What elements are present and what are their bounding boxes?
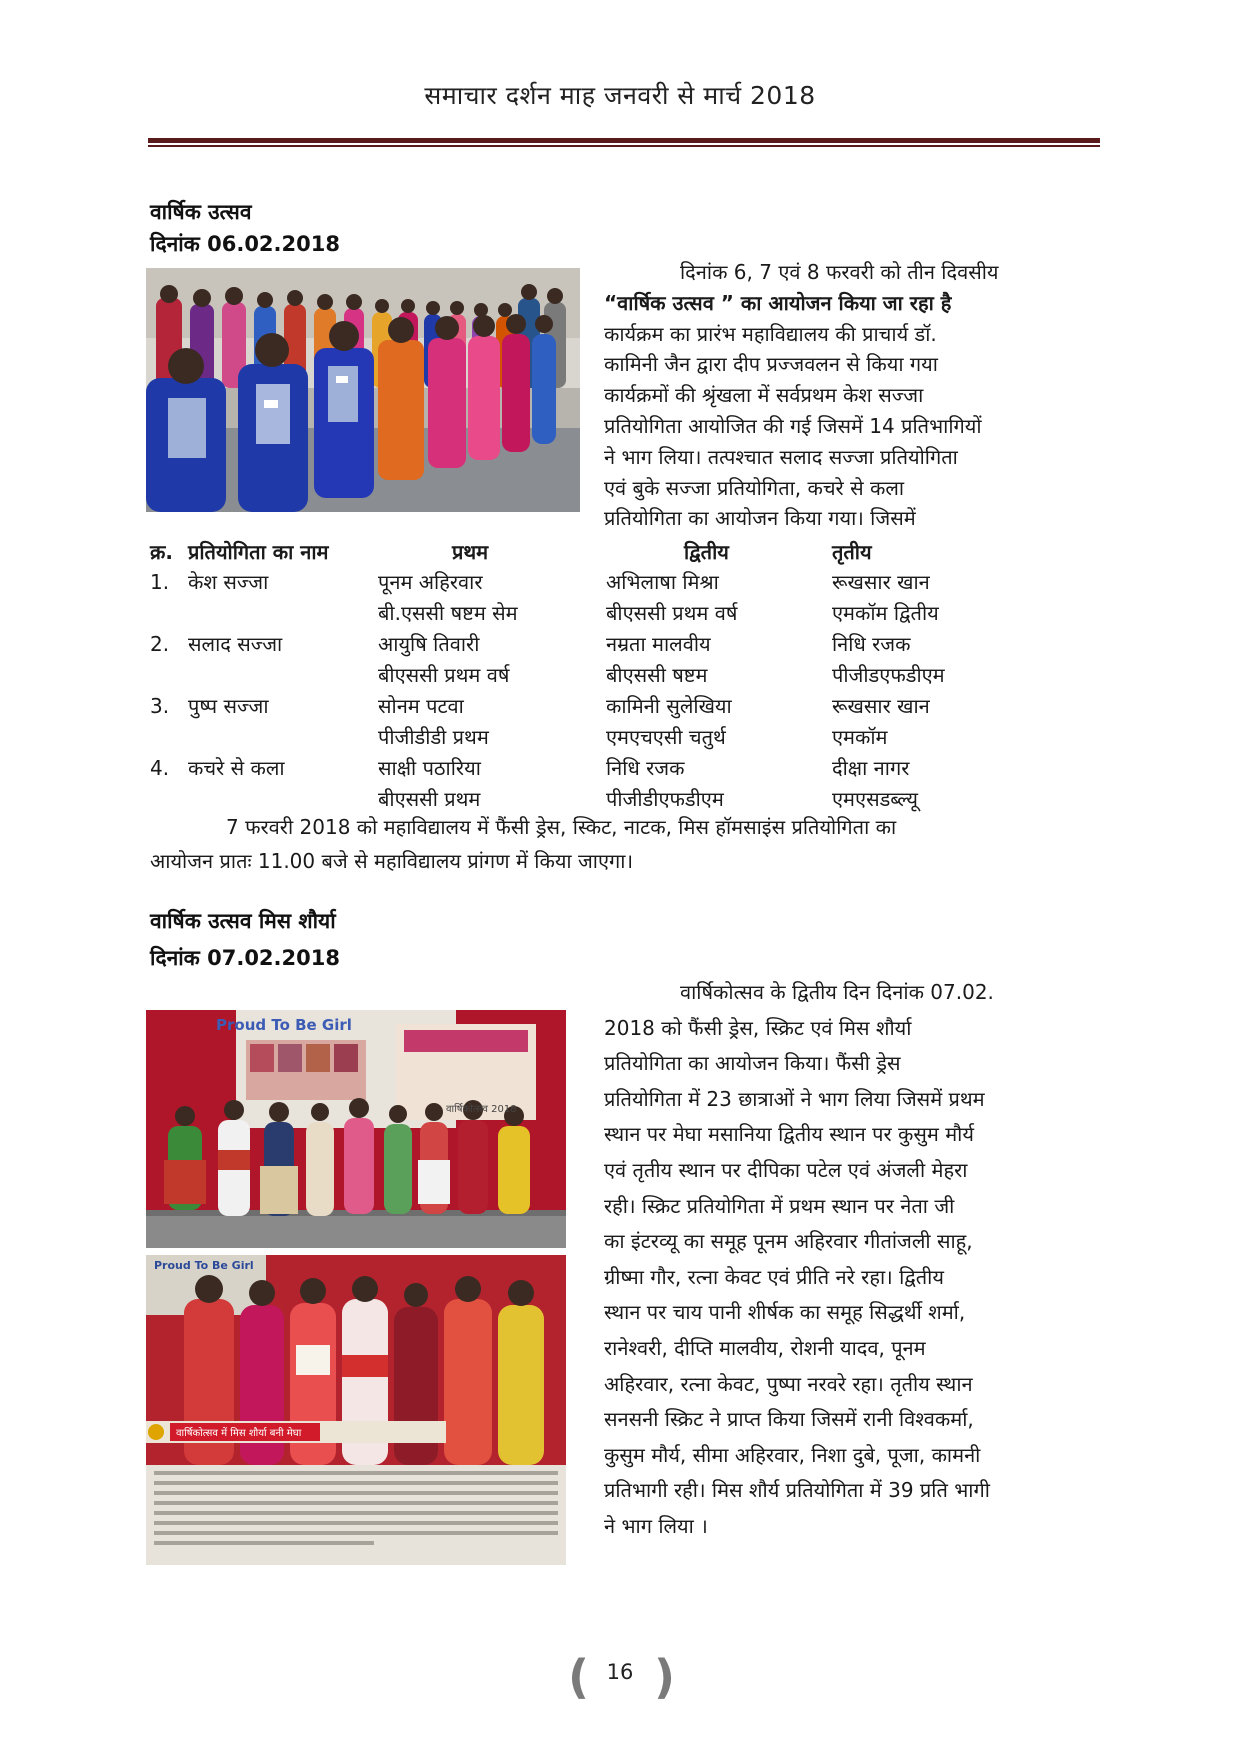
intro-line: कार्यक्रमों की श्रृंखला में सर्वप्रथम केश सज्जा	[604, 383, 924, 408]
table-row	[150, 752, 1032, 783]
cell-first: बीएससी प्रथम वर्ष	[378, 663, 510, 687]
para-line: रानेश्वरी, दीप्ति मालवीय, रोशनी यादव, पूनम	[604, 1335, 926, 1360]
header-first: प्रथम	[452, 539, 489, 564]
header-second: द्वितीय	[684, 539, 729, 564]
intro-line: कामिनी जैन द्वारा दीप प्रज्जवलन से किया गया	[604, 352, 938, 377]
cell-first: बीएससी प्रथम	[378, 787, 481, 811]
page-header-title: समाचार दर्शन माह जनवरी से मार्च 2018	[424, 81, 816, 110]
para-line: वार्षिकोत्सव के द्वितीय दिन दिनांक 07.02.	[680, 980, 994, 1004]
cell-third: एमकॉम	[832, 725, 888, 749]
cell-second: निधि रजक	[606, 756, 685, 780]
cell-serial: 4.	[150, 755, 170, 780]
table-row	[150, 783, 1032, 814]
table-row	[150, 628, 1032, 659]
header-competition: प्रतियोगिता का नाम	[188, 539, 329, 564]
cell-serial: 1.	[150, 569, 170, 594]
table-row	[150, 690, 1032, 721]
section2-title: वार्षिक उत्सव मिस शौर्या	[150, 909, 336, 933]
photo1-banner: Proud To Be Girl	[216, 1016, 352, 1034]
cell-third: दीक्षा नागर	[832, 756, 910, 780]
para-line: प्रतियोगिता में 23 छात्राओं ने भाग लिया जिसमें प्रथम	[604, 1086, 985, 1111]
cell-serial	[150, 659, 188, 690]
cell-second: बीएससी षष्टम	[606, 663, 708, 687]
cell-serial	[150, 721, 188, 752]
cell-serial	[150, 597, 188, 628]
cell-competition	[188, 783, 378, 814]
section2-paragraph	[604, 975, 1098, 1545]
photo2-caption: वार्षिकोत्सव में मिस शौर्या बनी मेघा	[176, 1428, 302, 1439]
cell-first: पीजीडीडी प्रथम	[378, 725, 489, 749]
para-line: 2018 को फैंसी ड्रेस, स्क्रिट एवं मिस शौर्या	[604, 1015, 912, 1040]
para-line: रही। स्क्रिट प्रतियोगिता में प्रथम स्थान पर नेता जी	[604, 1193, 955, 1218]
cell-first: बी.एससी षष्टम सेम	[378, 601, 518, 625]
cell-competition	[188, 659, 378, 690]
header-rule	[148, 138, 1100, 143]
cell-second: बीएससी प्रथम वर्ष	[606, 601, 738, 625]
cell-first: पूनम अहिरवार	[378, 570, 483, 594]
section1-closing-line2: आयोजन प्रातः 11.00 बजे से महाविद्यालय प्रांगण में किया जाएगा।	[150, 849, 634, 873]
intro-line: प्रतियोगिता का आयोजन किया गया। जिसमें	[604, 506, 916, 531]
para-line: का इंटरव्यू का समूह पूनम अहिरवार गीतांजली साहू,	[604, 1229, 973, 1254]
footer-right-bracket: )	[654, 1650, 676, 1704]
cell-third: एमएसडब्ल्यू	[832, 787, 918, 811]
intro-line: ने भाग लिया। तत्पश्चात सलाद सज्जा प्रतियोगिता	[604, 444, 958, 469]
cell-second: नम्रता मालवीय	[606, 632, 711, 656]
cell-competition: सलाद सज्जा	[188, 632, 283, 656]
cell-second: एमएचएसी चतुर्थ	[606, 725, 726, 749]
para-line: स्थान पर चाय पानी शीर्षक का समूह सिद्धर्थी शर्मा,	[604, 1300, 966, 1325]
cell-second: पीजीडीएफडीएम	[606, 787, 724, 811]
para-line: सनसनी स्क्रिट ने प्राप्त किया जिसमें रानी विश्वकर्मा,	[604, 1407, 974, 1432]
cell-second: कामिनी सुलेखिया	[606, 694, 732, 718]
cell-third: रूखसार खान	[832, 570, 930, 594]
cell-competition	[188, 597, 378, 628]
section2-date: दिनांक 07.02.2018	[150, 946, 340, 970]
section1-closing-line1: 7 फरवरी 2018 को महाविद्यालय में फैंसी ड्रेस, स्किट, नाटक, मिस हॉमसाइंस प्रतियोगिता का	[226, 815, 897, 839]
table-row	[150, 566, 1032, 597]
cell-third: एमकॉम द्वितीय	[832, 601, 939, 625]
header-rule-thin	[148, 145, 1100, 147]
table-row	[150, 597, 1032, 628]
photo-participants-seated	[146, 268, 580, 512]
intro-line: “वार्षिक उत्सव ” का आयोजन किया जा रहा है	[604, 290, 952, 315]
results-table	[150, 536, 1032, 814]
para-line: कुसुम मौर्य, सीमा अहिरवार, निशा दुबे, पूजा, कामनी	[604, 1442, 981, 1467]
cell-competition: केश सज्जा	[188, 570, 269, 594]
cell-first: साक्षी पठारिया	[378, 756, 481, 780]
intro-line: कार्यक्रम का प्रारंभ महाविद्यालय की प्राचार्य डॉ.	[604, 321, 937, 346]
cell-competition: पुष्प सज्जा	[188, 694, 269, 718]
intro-line: दिनांक 6, 7 एवं 8 फरवरी को तीन दिवसीय	[680, 260, 999, 284]
para-line: अहिरवार, रत्ना केवट, पुष्पा नरवरे रहा। तृतीय स्थान	[604, 1371, 973, 1396]
footer-left-bracket: (	[568, 1650, 590, 1704]
cell-competition	[188, 721, 378, 752]
cell-first: आयुषि तिवारी	[378, 632, 480, 656]
cell-competition: कचरे से कला	[188, 756, 285, 780]
cell-third: पीजीडएफडीएम	[832, 663, 945, 687]
photo-stage-fancy-dress	[146, 1010, 566, 1248]
table-row	[150, 659, 1032, 690]
para-line: प्रतियोगिता का आयोजन किया। फैंसी ड्रेस	[604, 1051, 901, 1076]
intro-line: एवं बुके सज्जा प्रतियोगिता, कचरे से कला	[604, 475, 905, 500]
photo-newspaper-clipping	[146, 1255, 566, 1565]
cell-second: अभिलाषा मिश्रा	[606, 570, 719, 594]
para-line: प्रतिभागी रही। मिस शौर्य प्रतियोगिता में 39 प्रति भागी	[604, 1478, 990, 1503]
section1-title: वार्षिक उत्सव	[150, 200, 252, 224]
photo1-year: वार्षिकोत्सव 2018	[446, 1104, 517, 1115]
table-row	[150, 721, 1032, 752]
cell-serial: 3.	[150, 693, 170, 718]
para-line: ने भाग लिया ।	[604, 1513, 708, 1538]
para-line: स्थान पर मेघा मसानिया द्वितीय स्थान पर कुसुम मौर्य	[604, 1122, 974, 1147]
cell-first: सोनम पटवा	[378, 694, 464, 718]
para-line: ग्रीष्मा गौर, रत्ना केवट एवं प्रीति नरे रहा। द्वितीय	[604, 1264, 944, 1289]
header-serial: क्र.	[150, 539, 173, 564]
page-number: 16	[606, 1660, 634, 1684]
para-line: एवं तृतीय स्थान पर दीपिका पटेल एवं अंजली मेहरा	[604, 1157, 968, 1182]
cell-serial	[150, 783, 188, 814]
section1-intro	[604, 257, 1098, 534]
results-table-header	[150, 536, 1032, 566]
cell-serial: 2.	[150, 631, 170, 656]
intro-line: प्रतियोगिता आयोजित की गई जिसमें 14 प्रतिभागियों	[604, 413, 982, 438]
header-third: तृतीय	[832, 539, 872, 564]
cell-third: निधि रजक	[832, 632, 911, 656]
section1-date: दिनांक 06.02.2018	[150, 232, 340, 256]
photo2-banner: Proud To Be Girl	[154, 1259, 254, 1272]
cell-third: रूखसार खान	[832, 694, 930, 718]
